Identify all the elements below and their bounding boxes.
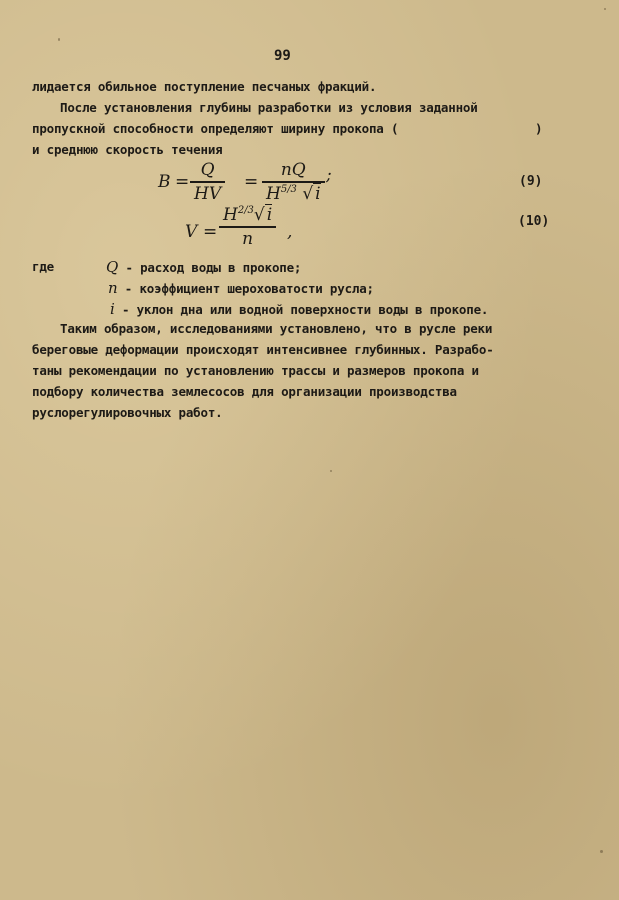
symbol-n: n <box>108 279 118 297</box>
formula-9-equals: = <box>175 172 190 192</box>
formula-10-fraction <box>219 205 276 249</box>
where-word: где <box>32 259 54 274</box>
text-line: руслорегулировочных работ. <box>32 405 223 420</box>
text-line: пропускной способности определяют ширину прокопа ( <box>32 121 399 136</box>
formula-9-lhs: B <box>158 172 171 192</box>
formula-10-equals: = <box>203 222 218 242</box>
formula-9-frac1-denominator: HV <box>194 183 222 204</box>
definition-n: - коэффициент шероховатости русла; <box>124 281 374 296</box>
formula-9-fraction-2 <box>262 160 325 204</box>
formula-10-lhs: V <box>185 222 198 242</box>
paper-speck <box>330 470 332 472</box>
paper-speck <box>600 850 603 853</box>
where-item-q <box>106 258 301 276</box>
formula-9-fraction-1 <box>190 160 225 204</box>
page-number: 99 <box>274 48 291 64</box>
formula-9-frac2-numerator: nQ <box>280 160 306 180</box>
text-line: лидается обильное поступление песчаных фракций. <box>32 79 377 94</box>
formula-9-frac2-denominator: $H^{5/3}$ √ i <box>266 183 321 204</box>
symbol-q: Q <box>106 258 119 276</box>
text-line: и среднюю скорость течения <box>32 142 223 157</box>
symbol-i: i <box>110 300 115 318</box>
paper-speck <box>604 8 606 10</box>
equation-number-9: (9) <box>519 174 543 189</box>
formula-9-frac1-numerator: Q <box>200 160 215 180</box>
where-item-n <box>108 279 374 297</box>
definition-i: - уклон дна или водной поверхности воды в прокопе. <box>121 302 489 317</box>
definition-q: - расход воды в прокопе; <box>125 260 302 275</box>
text-line: Таким образом, исследованиями установлено, что в русле реки <box>60 321 493 336</box>
where-item-i <box>110 300 488 318</box>
formula-9-semicolon: ; <box>326 165 332 185</box>
equation-number-10: (10) <box>518 214 550 229</box>
formula-9-equals-2: = <box>244 172 259 192</box>
paper-speck <box>58 38 60 41</box>
text-line: После установления глубины разработки из условия заданной <box>60 100 478 115</box>
formula-10-denominator: n <box>242 228 254 249</box>
text-line: таны рекомендации по установлению трассы и размеров прокопа и <box>32 363 479 378</box>
text-line: береговые деформации происходят интенсивнее глубинных. Разрабо- <box>32 342 494 357</box>
text-line: подбору количества землесосов для организации производства <box>32 384 457 399</box>
formula-10-comma: , <box>287 222 293 242</box>
text-line-paren: ) <box>535 121 543 136</box>
formula-10-numerator: $H^{2/3}√$ i <box>223 205 273 225</box>
